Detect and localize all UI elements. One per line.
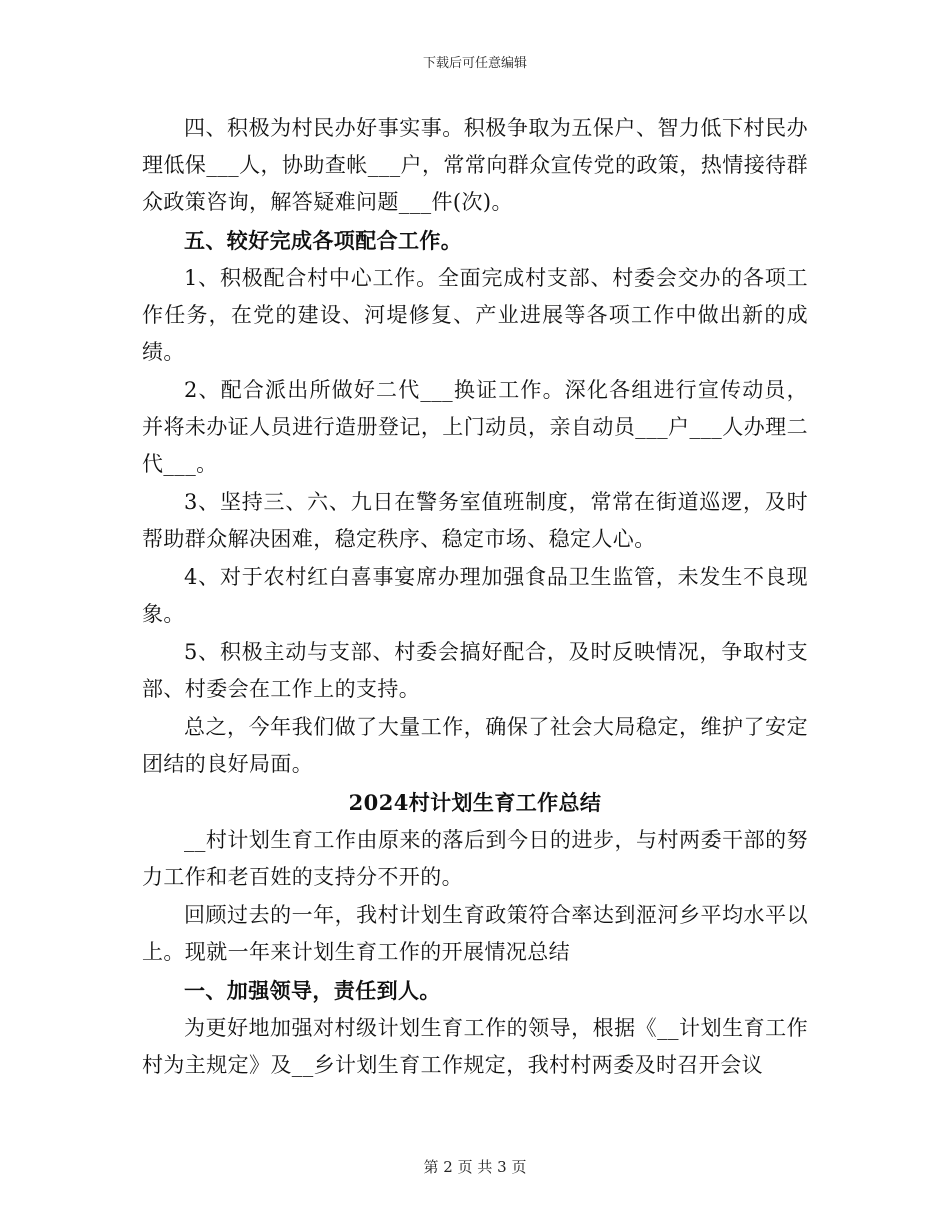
paragraph-conclusion: 总之，今年我们做了大量工作，确保了社会大局稳定，维护了安定团结的良好局面。 (142, 715, 808, 776)
paragraph-intro: __村计划生育工作由原来的落后到今日的进步，与村两委干部的努力工作和老百姓的支持分不开的。 (142, 828, 808, 889)
paragraph-sub-2: 2、配合派出所做好二代___换证工作。深化各组进行宣传动员，并将未办证人员进行造册登记，上门动员，亲自动员___户___人办理二代___。 (142, 378, 808, 476)
section-heading-5: 五、较好完成各项配合工作。 (184, 228, 463, 253)
page-footer: 第 2 页 共 3 页 (423, 1158, 527, 1176)
paragraph-leadership: 为更好地加强对村级计划生育工作的领导，根据《__计划生育工作村为主规定》及__乡计划生育工作规定，我村村两委及时召开会议 (142, 1016, 808, 1077)
paragraph-sub-3: 3、坚持三、六、九日在警务室值班制度，常常在街道巡逻，及时帮助群众解决困难，稳定秩序、稳定市场、稳定人心。 (142, 490, 808, 551)
document-title: 2024村计划生育工作总结 (348, 790, 602, 815)
paragraph-review: 回顾过去的一年，我村计划生育政策符合率达到洍河乡平均水平以上。现就一年来计划生育工作的开展情况总结 (142, 903, 808, 964)
paragraph-item-4: 四、积极为村民办好事实事。积极争取为五保户、智力低下村民办理低保___人，协助查帐___户，常常向群众宣传党的政策，热情接待群众政策咨询，解答疑难问题___件(次)。 (142, 116, 808, 214)
section-heading-1: 一、加强领导，责任到人。 (184, 978, 441, 1003)
document-body (142, 110, 808, 1085)
page-header: 下载后可任意编辑 (422, 56, 527, 71)
paragraph-sub-4: 4、对于农村红白喜事宴席办理加强食品卫生监管，未发生不良现象。 (142, 565, 808, 626)
paragraph-sub-5: 5、积极主动与支部、村委会搞好配合，及时反映情况，争取村支部、村委会在工作上的支持。 (142, 640, 808, 701)
paragraph-sub-1: 1、积极配合村中心工作。全面完成村支部、村委会交办的各项工作任务，在党的建设、河堤修复、产业进展等各项工作中做出新的成绩。 (142, 266, 808, 364)
